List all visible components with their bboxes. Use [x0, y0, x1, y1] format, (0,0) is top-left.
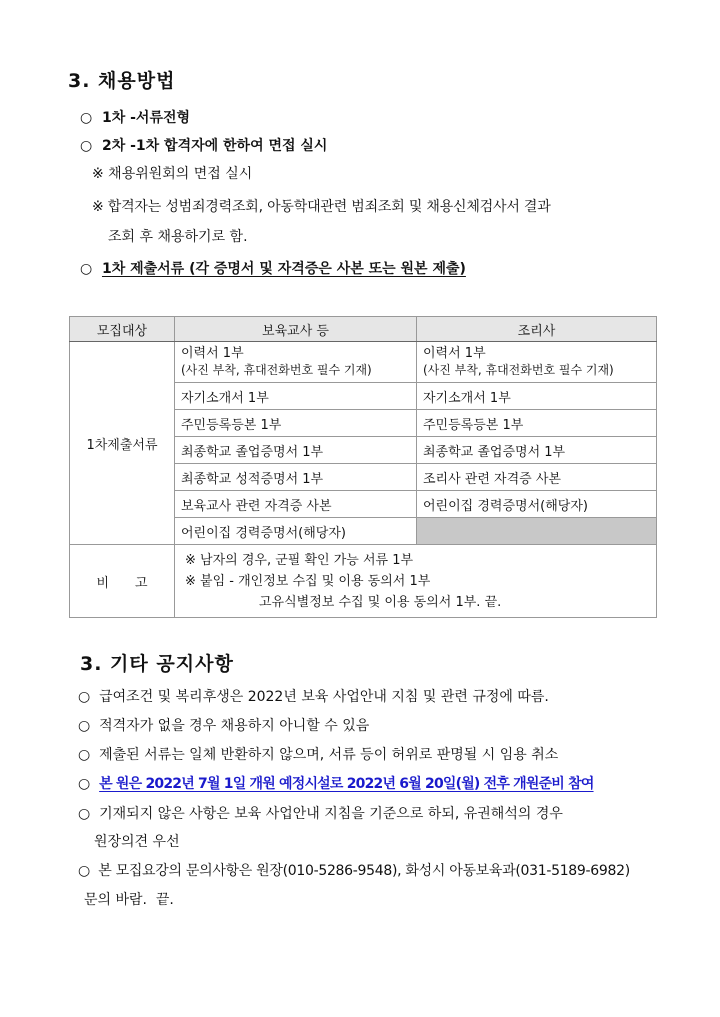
note-2-line2: 조회 후 채용하기로 함.: [108, 229, 248, 245]
table-cell: 조리사 관련 자격증 사본: [417, 464, 657, 491]
table-cell: 최종학교 졸업증명서 1부: [417, 437, 657, 464]
table-cell: 어린이집 경력증명서(해당자): [175, 518, 417, 545]
bullet-icon: ○: [78, 806, 91, 822]
table-cell: 자기소개서 1부: [175, 383, 417, 410]
header-teacher: 보육교사 등: [175, 317, 417, 342]
table-cell: 주민등록등본 1부: [417, 410, 657, 437]
table-cell: 최종학교 성적증명서 1부: [175, 464, 417, 491]
bullet-icon: ○: [80, 261, 93, 277]
table-cell-empty: [417, 518, 657, 545]
remarks-row: [70, 545, 657, 618]
note-1: ※ 채용위원회의 면접 실시: [92, 166, 253, 182]
bullet-icon: ○: [80, 138, 93, 154]
notice-item-highlight: ○ 본 원은 2022년 7월 1일 개원 예정시설로 2022년 6월 20일(월) 전후 개원준비 참여: [78, 776, 594, 792]
section1-title: 3. 채용방법: [68, 70, 176, 92]
bullet-icon: ○: [78, 776, 91, 792]
documents-table: [69, 316, 657, 618]
notice-item: ○ 적격자가 없을 경우 채용하지 아니할 수 있음: [78, 718, 370, 734]
table-cell: 보육교사 관련 자격증 사본: [175, 491, 417, 518]
table-cell: 자기소개서 1부: [417, 383, 657, 410]
row-label-documents: 1차제출서류: [70, 342, 175, 545]
remarks-cell: ※ 남자의 경우, 군필 확인 가능 서류 1부 ※ 붙임 - 개인정보 수집 및 이용 동의서 1부 고유식별정보 수집 및 이용 동의서 1부. 끝.: [175, 545, 657, 618]
note-2-line1: ※ 합격자는 성범죄경력조회, 아동학대관련 범죄조회 및 채용신체검사서 결과: [92, 199, 551, 215]
bullet-icon: ○: [78, 689, 91, 705]
bullet-icon: ○: [78, 863, 90, 879]
remarks-label: 비 고: [70, 545, 175, 618]
bullet-icon: ○: [78, 747, 91, 763]
item-1: ○ 1차 -서류전형: [80, 110, 191, 126]
notice-item: ○ 제출된 서류는 일체 반환하지 않으며, 서류 등이 허위로 판명될 시 임용 취소: [78, 747, 559, 763]
table-cell: 어린이집 경력증명서(해당자): [417, 491, 657, 518]
table-cell: 주민등록등본 1부: [175, 410, 417, 437]
notice-item: ○ 본 모집요강의 문의사항은 원장(010-5286-9548), 화성시 아동보육과(031-5189-6982): [78, 863, 630, 879]
header-recruit-target: 모집대상: [70, 317, 175, 342]
bullet-icon: ○: [78, 718, 91, 734]
table-header-row: [70, 317, 657, 342]
bullet-icon: ○: [80, 110, 93, 126]
table-cell: 이력서 1부 (사진 부착, 휴대전화번호 필수 기재): [175, 342, 417, 383]
item-3: ○ 1차 제출서류 (각 증명서 및 자격증은 사본 또는 원본 제출): [80, 261, 466, 277]
table-cell: 이력서 1부 (사진 부착, 휴대전화번호 필수 기재): [417, 342, 657, 383]
table-row: [70, 342, 657, 383]
notice-item: ○ 기재되지 않은 사항은 보육 사업안내 지침을 기준으로 하되, 유권해석의 경우: [78, 806, 563, 822]
section2-title: 3. 기타 공지사항: [80, 653, 234, 675]
item-2: ○ 2차 -1차 합격자에 한하여 면접 실시: [80, 138, 328, 154]
table-cell: 최종학교 졸업증명서 1부: [175, 437, 417, 464]
notice-item-cont: 원장의견 우선: [94, 834, 180, 850]
notice-item: ○ 급여조건 및 복리후생은 2022년 보육 사업안내 지침 및 관련 규정에 따름.: [78, 689, 549, 705]
notice-item-cont: 문의 바람. 끝.: [84, 892, 174, 908]
header-cook: 조리사: [417, 317, 657, 342]
